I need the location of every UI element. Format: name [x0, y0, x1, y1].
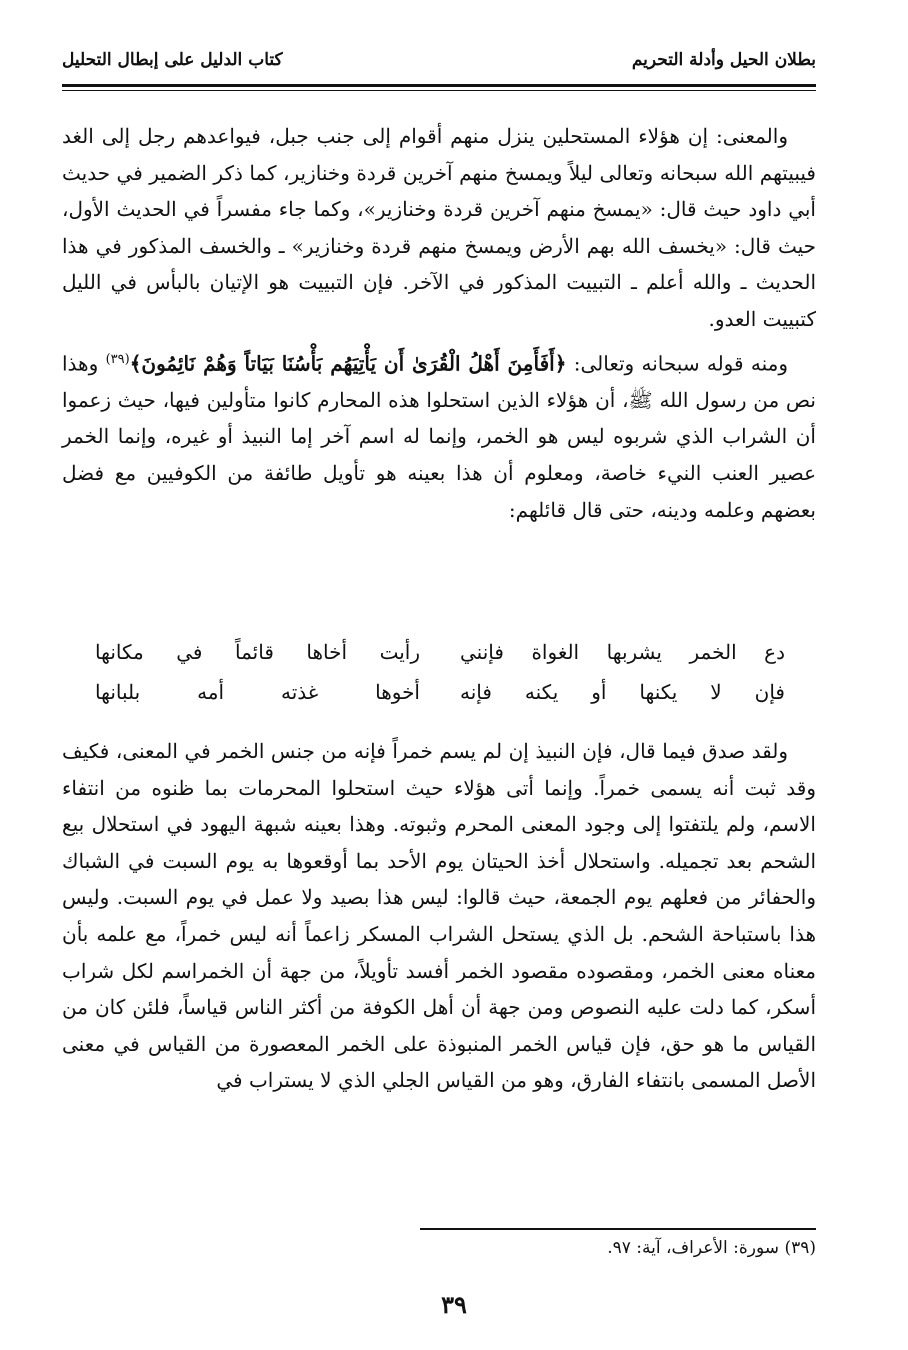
poem-verse-1: [95, 632, 785, 672]
footnote-ref: (٣٩): [105, 351, 130, 367]
verse-1-second-hemistich: رأيت أخاها قائماً في مكانها: [95, 640, 420, 664]
running-header: [62, 50, 816, 70]
header-rule-thick: [62, 84, 816, 87]
page-number: ٣٩: [441, 1290, 467, 1319]
main-text-lower: [62, 733, 816, 1099]
paragraph-1: والمعنى: إن هؤلاء المستحلين ينزل منهم أقوام إلى جنب جبل، فيواعدهم رجل إلى الغد فيبيتهم الله سبحانه وتعالى ليلاً ويمسخ منهم آخرين قردة وخنازير، كما ذكر الضمير في حديث أبي داود حيث قال: «يمسخ منهم آخرين قردة وخنازير»، وكما جاء مفسراً في الحديث الأول، حيث قال: «يخسف الله بهم الأرض ويمسخ منهم قردة وخنازير» ـ والخسف المذكور في هذا الحديث ـ والله أعلم ـ التبييت المذكور في الآخر. فإن التبييت هو الإتيان بالبأس في الليل كتبييت العدو.: [62, 124, 816, 331]
paragraph-2: [62, 342, 816, 529]
footnote-rule: [420, 1228, 816, 1230]
quran-verse: ﴿أَفَأَمِنَ أَهْلُ الْقُرَىٰ أَن يَأْتِيَهُم بَأْسُنَا بَيَاتاً وَهُمْ نَائِمُونَ﴾: [129, 351, 567, 376]
main-text-upper: [62, 118, 816, 528]
verse-2-first-hemistich: فإن لا يكنها أو يكنه فإنه: [460, 680, 785, 704]
paragraph-2-intro: ومنه قوله سبحانه وتعالى:: [566, 351, 789, 376]
poem-block: [95, 632, 785, 712]
paragraph-3: ولقد صدق فيما قال، فإن النبيذ إن لم يسم خمراً فإنه من جنس الخمر في المعنى، فكيف وقد ثبت أنه يسمى خمراً. وإنما أتى هؤلاء حيث استحلوا المحرمات بما ظنوه من انتفاء الاسم، ولم يلتفتوا إلى وجود المعنى المحرم وثبوته. وهذا بعينه شبهة اليهود في استحلال بيع الشحم بعد تجميله. واستحلال أخذ الحيتان يوم الأحد بما أوقعوها به يوم السبت في الشباك والحفائر من فعلهم يوم الجمعة، حيث قالوا: ليس هذا بصيد ولا عمل في يوم السبت. وليس هذا باستباحة الشحم. بل الذي يستحل الشراب المسكر زاعماً أنه ليس خمراً، مع علمه بأن معناه معنى الخمر، ومقصوده مقصود الخمر أفسد تأويلاً، من جهة أن الخمراسم لكل شراب أسكر، كما دلت عليه النصوص ومن جهة أن أهل الكوفة من أكثر الناس قياساً، فلئن كان من القياس ما هو حق، فإن قياس الخمر المنبوذة على الخمر المعصورة من القياس في معنى الأصل المسمى بانتفاء الفارق، وهو من القياس الجلي الذي لا يستراب في: [62, 739, 816, 1093]
poem-verse-2: [95, 672, 785, 712]
header-title-left: كتاب الدليل على إبطال التحليل: [62, 50, 283, 70]
paragraph-2-rest: وهذا نص من رسول الله ﷺ، أن هؤلاء الذين استحلوا هذه المحارم كانوا متأولين فيها، حيث زعموا أن الشراب الذي شربوه ليس هو الخمر، وإنما له اسم آخر إما النبيذ أو غيره، وإنما الخمر عصير العنب النيء خاصة، ومعلوم أن هذا بعينه هو تأويل طائفة من الكوفيين مع فضل بعضهم وعلمه ودينه، حتى قال قائلهم:: [62, 351, 816, 522]
header-rule-thin: [62, 90, 816, 91]
header-title-right: بطلان الحيل وأدلة التحريم: [631, 50, 816, 70]
verse-2-second-hemistich: أخوها غذته أمه بلبانها: [95, 680, 420, 704]
footnote: (٣٩) سورة: الأعراف، آية: ٩٧.: [607, 1238, 816, 1258]
verse-1-first-hemistich: دع الخمر يشربها الغواة فإنني: [460, 640, 785, 664]
